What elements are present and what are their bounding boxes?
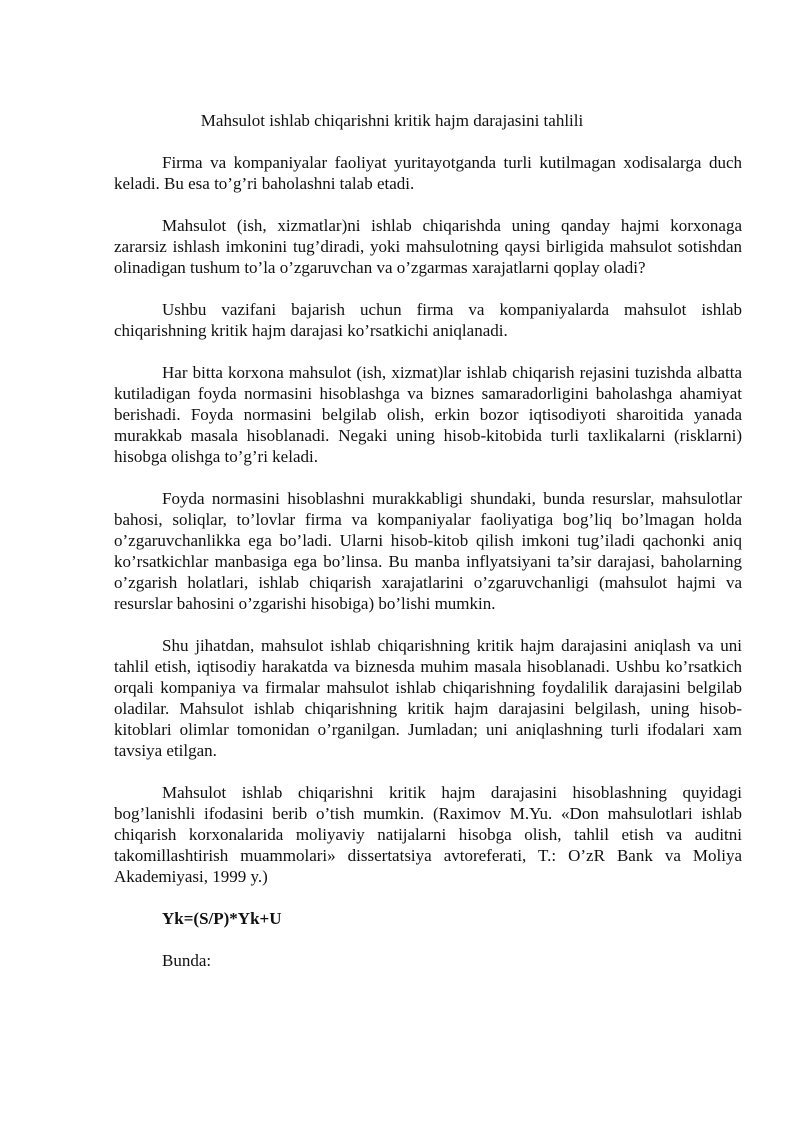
paragraph-5: Foyda normasini hisoblashni murakkabligi shundaki, bunda resurslar, mahsulotlar bahosi, soliqlar, to’lovlar firma va kompaniyalar faoliyatiga bog’liq bo’lmagan holda o’zgaruvchanlikka ega bo’ladi. Ularni hisob-kitob qilish imkoni tug’iladi qachonki aniq ko’rsatkichlar manbasiga ega bo’linsa. Bu manba inflyatsiyani ta’sir darajasi, baholarning o’zgarish holatlari, ishlab chiqarish xarajatlarini o’zgaruvchanligi (mahsulot hajmi va resurslar bahosini o’zgarishi hisobiga) bo’lishi mumkin. <box>114 489 742 613</box>
paragraph-1: Firma va kompaniyalar faoliyat yuritayotganda turli kutilmagan xodisalarga duch keladi. Bu esa to’g’ri baholashni talab etadi. <box>114 153 742 193</box>
document-body <box>114 152 742 971</box>
paragraph-3: Ushbu vazifani bajarish uchun firma va kompaniyalarda mahsulot ishlab chiqarishning kritik hajm darajasi ko’rsatkichi aniqlanadi. <box>114 300 742 340</box>
paragraph-4: Har bitta korxona mahsulot (ish, xizmat)lar ishlab chiqarish rejasini tuzishda albatta kutiladigan foyda normasini hisoblashga va biznes samaradorligini baholashga ahamiyat berishadi. Foyda normasini belgilab olish, erkin bozor iqtisodiyoti sharoitida yanada murakkab masala hisoblanadi. Negaki uning hisob-kitobida turli taxlikalarni (risklarni) hisobga olishga to’g’ri keladi. <box>114 363 742 466</box>
paragraph-2: Mahsulot (ish, xizmatlar)ni ishlab chiqarishda uning qanday hajmi korxonaga zararsiz ishlash imkonini tug’diradi, yoki mahsulotning qaysi birligida mahsulot sotishdan olinadigan tushum to’la o’zgaruvchan va o’zgarmas xarajatlarni qoplay oladi? <box>114 216 742 277</box>
document-title: Mahsulot ishlab chiqarishni kritik hajm darajasini tahlili <box>200 111 584 130</box>
paragraph-6: Shu jihatdan, mahsulot ishlab chiqarishning kritik hajm darajasini aniqlash va uni tahlil etish, iqtisodiy harakatda va biznesda muhim masala hisoblanadi. Ushbu ko’rsatkich orqali kompaniya va firmalar mahsulot ishlab chiqarishning foydalilik darajasini belgilab oladilar. Mahsulot ishlab chiqarishning kritik hajm darajasini belgilash, uning hisob-kitoblari olimlar tomonidan o’rganilgan. Jumladan; uni aniqlashning turli ifodalari xam tavsiya etilgan. <box>114 636 742 760</box>
formula: Yk=(S/P)*Yk+U <box>162 909 282 928</box>
paragraph-7: Mahsulot ishlab chiqarishni kritik hajm darajasini hisoblashning quyidagi bog’lanishli ifodasini berib o’tish mumkin. (Raximov M.Yu. «Don mahsulotlari ishlab chiqarish korxonalarida moliyaviy natijalarni hisobga olish, tahlil etish va auditni takomillashtirish muammolari» dissertatsiya avtoreferati, T.: O’zR Bank va Moliya Akademiyasi, 1999 y.) <box>114 783 742 886</box>
bunda-label: Bunda: <box>162 951 212 970</box>
